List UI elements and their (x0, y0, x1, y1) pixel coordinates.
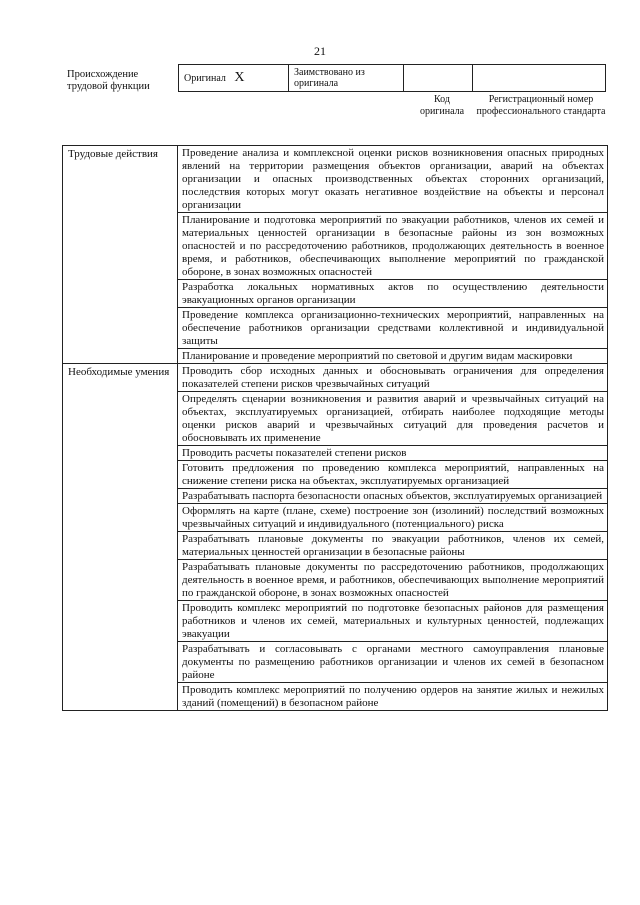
reg-number-cell (473, 65, 606, 92)
list-item: Оформлять на карте (плане, схеме) построение зон (изолиний) последствий возможных чрезвычайных ситуаций и индивидуального (потенциального) риска (178, 504, 608, 532)
list-item: Разрабатывать плановые документы по эвакуации работников, членов их семей, материальных ценностей организации в безопасные районы (178, 532, 608, 560)
reg-number-label: Регистрационный номер профессионального стандарта (476, 94, 606, 117)
list-item: Проводить комплекс мероприятий по подготовке безопасных районов для размещения работников и членов их семей, материальных и культурных ценностей, подлежащих эвакуации (178, 601, 608, 642)
list-item: Разработка локальных нормативных актов по осуществлению деятельности эвакуационных органов организации (178, 280, 608, 308)
original-mark: X (234, 70, 245, 85)
list-item: Проведение комплекса организационно-технических мероприятий, направленных на обеспечение работников организации средствами коллективной и индивидуальной защиты (178, 308, 608, 349)
origin-label: Происхождение трудовой функции (67, 69, 150, 92)
page-number: 21 (314, 44, 326, 58)
list-item: Разрабатывать плановые документы по рассредоточению работников, продолжающих деятельность в военное время, и работников, обеспечивающих выполнение мероприятий по гражданской обороне, в зонах возможных опасностей (178, 560, 608, 601)
list-item: Проводить сбор исходных данных и обосновывать ограничения для определения показателей степени рисков чрезвычайных ситуаций (178, 364, 608, 392)
list-item: Определять сценарии возникновения и развития аварий и чрезвычайных ситуаций на объектах, эксплуатируемых организацией, отбирать наиболее подходящие методы оценки рисков аварий и чрезвычайных ситуаций для проведения расчетов и обосновывать их применение (178, 392, 608, 446)
list-item: Проводить комплекс мероприятий по получению ордеров на занятие жилых и нежилых зданий (помещений) в безопасном районе (178, 683, 608, 711)
borrowed-cell: Заимствовано из оригинала (289, 65, 404, 92)
original-label: Оригинал (184, 73, 226, 84)
list-item: Разрабатывать паспорта безопасности опасных объектов, эксплуатируемых организацией (178, 489, 608, 504)
section-label: Необходимые умения (63, 364, 178, 711)
list-item: Проводить расчеты показателей степени рисков (178, 446, 608, 461)
function-table (62, 145, 608, 711)
list-item: Планирование и подготовка мероприятий по эвакуации работников, членов их семей и материальных ценностей организации в безопасные районы из зон возможных опасностей и по рассредоточению работников, продолжающих деятельность в военное время, и работников, обеспечивающих выполнение мероприятий по гражданской обороне, в зонах возможных опасностей (178, 213, 608, 280)
table-row (63, 146, 608, 213)
list-item: Готовить предложения по проведению комплекса мероприятий, направленных на снижение степени риска на объектах, эксплуатируемых организацией (178, 461, 608, 489)
list-item: Планирование и проведение мероприятий по световой и другим видам маскировки (178, 349, 608, 364)
code-cell (404, 65, 473, 92)
list-item: Проведение анализа и комплексной оценки рисков возникновения опасных природных явлений на территории размещения объектов организации, аварий на объектах организации и опасных производственных объектах сторонних организаций, последствия которых могут оказать негативное воздействие на объекты и персонал организации (178, 146, 608, 213)
list-item: Разрабатывать и согласовывать с органами местного самоуправления плановые документы по размещению работников организации и членов их семей в безопасном районе (178, 642, 608, 683)
section-label: Трудовые действия (63, 146, 178, 364)
original-cell (179, 65, 289, 92)
table-row (63, 364, 608, 392)
code-original-label: Код оригинала (419, 94, 465, 117)
origin-table (178, 64, 606, 92)
